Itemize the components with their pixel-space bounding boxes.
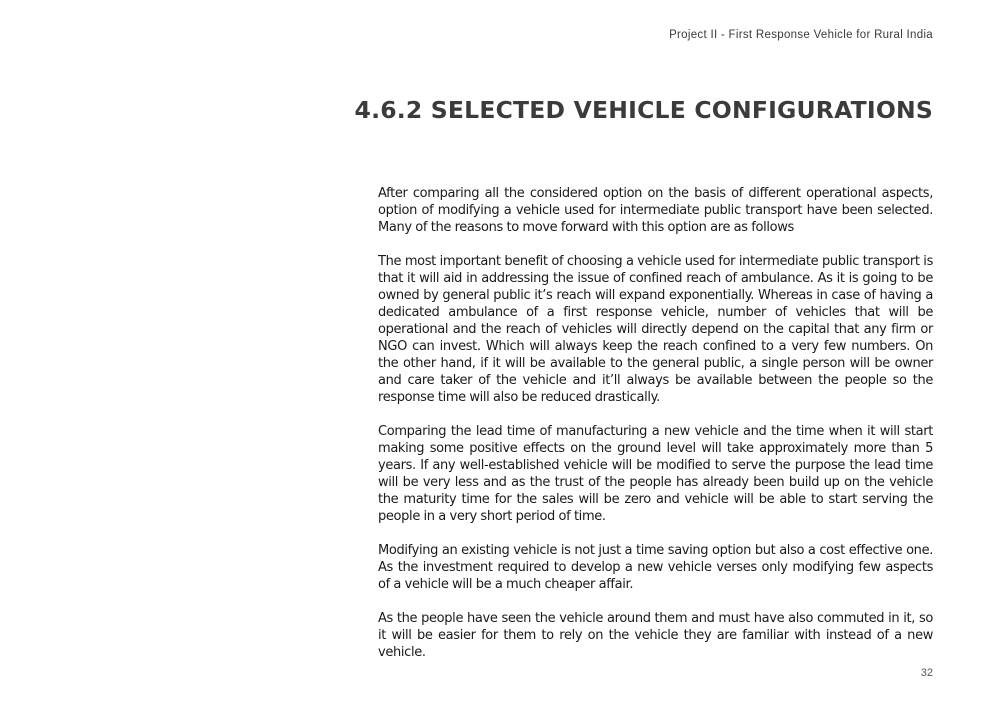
- running-header: Project II - First Response Vehicle for Rural India: [669, 29, 933, 41]
- body-text: [378, 185, 933, 678]
- paragraph-cost: Modifying an existing vehicle is not just a time saving option but also a cost effective one. As the investment required to develop a new vehicle verses only modifying few aspects of a vehicle will be a much cheaper affair.: [378, 543, 933, 592]
- section-title: 4.6.2 SELECTED VEHICLE CONFIGURATIONS: [354, 96, 933, 124]
- paragraph-familiarity: As the people have seen the vehicle around them and must have also commuted in it, so it will be easier for them to rely on the vehicle they are familiar with instead of a new vehicle.: [378, 611, 933, 660]
- page-number: 32: [920, 667, 933, 679]
- paragraph-intro: After comparing all the considered option on the basis of different operational aspects, option of modifying a vehicle used for intermediate public transport have been selected. Many of the reasons to move forward with this option are as follows: [378, 186, 933, 235]
- paragraph-lead-time: Comparing the lead time of manufacturing a new vehicle and the time when it will start making some positive effects on the ground level will take approximately more than 5 years. If any well-established vehicle will be modified to serve the purpose the lead time will be very less and as the trust of the people has already been build up on the vehicle the maturity time for the sales will be zero and vehicle will be able to start serving the people in a very short period of time.: [378, 424, 933, 524]
- paragraph-reach: The most important benefit of choosing a vehicle used for intermediate public transport is that it will aid in addressing the issue of confined reach of ambulance. As it is going to be owned by general public it’s reach will expand exponentially. Whereas in case of having a dedicated ambulance of a first response vehicle, number of vehicles that will be operational and the reach of vehicles will directly depend on the capital that any firm or NGO can invest. Which will always keep the reach confined to a very few numbers. On the other hand, if it will be available to the general public, a single person will be owner and care taker of the vehicle and it’ll always be available between the people so the response time will also be reduced drastically.: [378, 254, 933, 405]
